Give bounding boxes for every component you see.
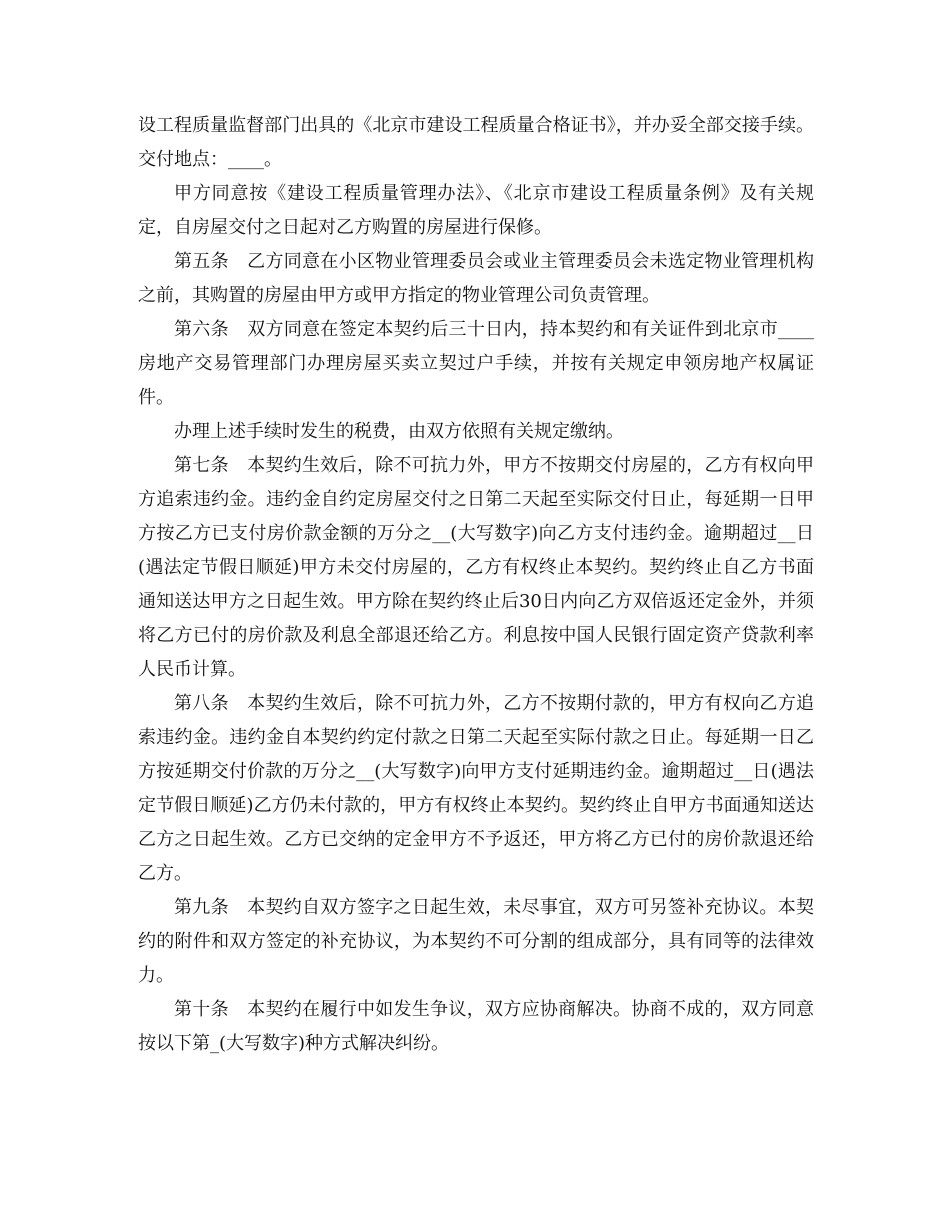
paragraph-delivery-continued: 设工程质量监督部门出具的《北京市建设工程质量合格证书》，并办妥全部交接手续。交付地点：____。: [138, 115, 814, 170]
paragraph-article-9: 第九条 本契约自双方签字之日起生效，未尽事宜，双方可另签补充协议。本契约的附件和双方签定的补充协议，为本契约不可分割的组成部分，具有同等的法律效力。: [138, 897, 814, 986]
contract-body: [138, 109, 814, 1061]
paragraph-taxes: 办理上述手续时发生的税费，由双方依照有关规定缴纳。: [174, 421, 624, 442]
paragraph-article-10: 第十条 本契约在履行中如发生争议，双方应协商解决。协商不成的，双方同意按以下第_(大写数字)种方式解决纠纷。: [138, 999, 814, 1054]
paragraph-article-8: 第八条 本契约生效后，除不可抗力外，乙方不按期付款的，甲方有权向乙方追索违约金。违约金自本契约约定付款之日第二天起至实际付款之日止。每延期一日乙方按延期交付价款的万分之__(大写数字)向甲方支付延期违约金。逾期超过__日(遇法定节假日顺延)乙方仍未付款的，甲方有权终止本契约。契约终止自甲方书面通知送达乙方之日起生效。乙方已交纳的定金甲方不予返还，甲方将乙方已付的房价款退还给乙方。: [138, 693, 814, 884]
paragraph-warranty: 甲方同意按《建设工程质量管理办法》、《北京市建设工程质量条例》及有关规定，自房屋交付之日起对乙方购置的房屋进行保修。: [138, 183, 814, 238]
paragraph-article-5: 第五条 乙方同意在小区物业管理委员会或业主管理委员会未选定物业管理机构之前，其购置的房屋由甲方或甲方指定的物业管理公司负责管理。: [138, 251, 814, 306]
paragraph-article-6: 第六条 双方同意在签定本契约后三十日内，持本契约和有关证件到北京市____房地产交易管理部门办理房屋买卖立契过户手续，并按有关规定申领房地产权属证件。: [138, 319, 814, 408]
paragraph-article-7: 第七条 本契约生效后，除不可抗力外，甲方不按期交付房屋的，乙方有权向甲方追索违约金。违约金自约定房屋交付之日第二天起至实际交付日止，每延期一日甲方按乙方已支付房价款金额的万分之__(大写数字)向乙方支付违约金。逾期超过__日(遇法定节假日顺延)甲方未交付房屋的，乙方有权终止本契约。契约终止自乙方书面通知送达甲方之日起生效。甲方除在契约终止后30日内向乙方双倍返还定金外，并须将乙方已付的房价款及利息全部退还给乙方。利息按中国人民银行固定资产贷款利率人民币计算。: [138, 455, 814, 680]
